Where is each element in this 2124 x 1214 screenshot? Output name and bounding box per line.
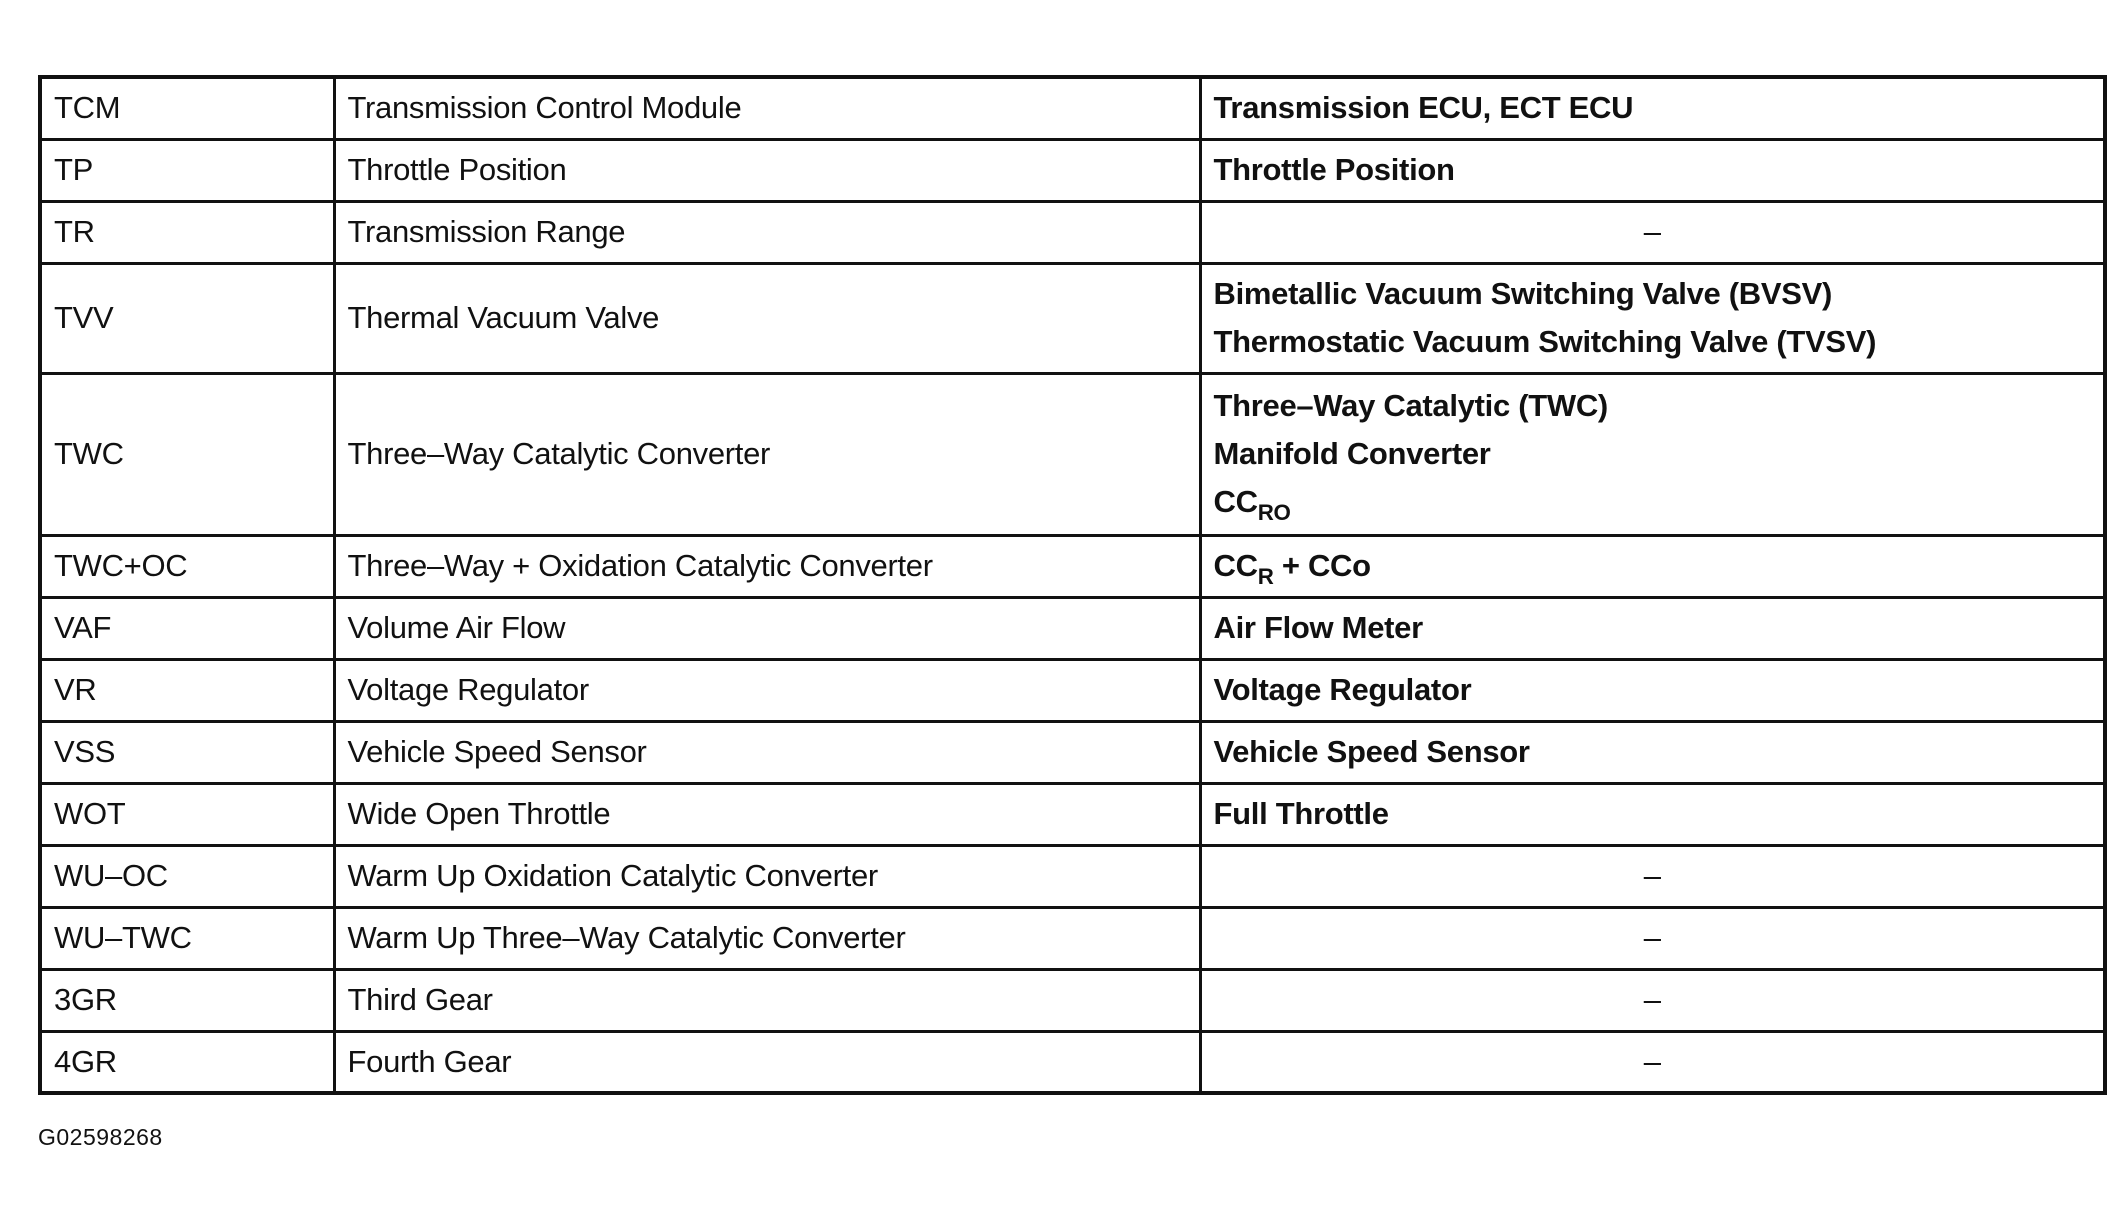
term-cell: Throttle Position	[334, 139, 1200, 201]
table-row	[40, 1031, 2105, 1093]
term-cell: Vehicle Speed Sensor	[334, 721, 1200, 783]
term-cell: Thermal Vacuum Valve	[334, 263, 1200, 373]
previous-term-line	[1214, 976, 2092, 1024]
previous-term-line	[1214, 790, 2092, 838]
abbreviation-cell: VAF	[40, 597, 334, 659]
abbreviation-cell: VR	[40, 659, 334, 721]
table-row	[40, 597, 2105, 659]
abbreviation-table	[38, 75, 2107, 1095]
previous-term-line	[1214, 728, 2092, 776]
previous-term-line	[1214, 430, 2092, 478]
previous-term-line	[1214, 852, 2092, 900]
previous-term-cell	[1200, 201, 2105, 263]
previous-term-text: Air Flow Meter	[1213, 610, 1423, 645]
previous-term-cell	[1200, 969, 2105, 1031]
table-row	[40, 659, 2105, 721]
previous-term-text: Thermostatic Vacuum Switching Valve (TVSV)	[1213, 324, 1877, 359]
term-cell: Fourth Gear	[334, 1031, 1200, 1093]
previous-term-text: –	[1643, 214, 1661, 249]
abbreviation-cell: TR	[40, 201, 334, 263]
previous-term-text: CC	[1213, 548, 1258, 583]
abbreviation-cell: TVV	[40, 263, 334, 373]
previous-term-text: Throttle Position	[1213, 152, 1455, 187]
previous-term-text: Full Throttle	[1213, 796, 1389, 831]
previous-term-line	[1214, 604, 2092, 652]
term-cell: Warm Up Oxidation Catalytic Converter	[334, 845, 1200, 907]
abbreviation-cell: WU–OC	[40, 845, 334, 907]
previous-term-text: Voltage Regulator	[1213, 672, 1472, 707]
table-row	[40, 77, 2105, 139]
previous-term-line	[1214, 318, 2092, 366]
previous-term-line	[1214, 914, 2092, 962]
abbreviation-cell: 4GR	[40, 1031, 334, 1093]
previous-term-line	[1214, 270, 2092, 318]
previous-term-line	[1214, 666, 2092, 714]
table-row	[40, 907, 2105, 969]
previous-term-cell	[1200, 373, 2105, 535]
abbreviation-cell: TWC+OC	[40, 535, 334, 597]
previous-term-text: Transmission ECU, ECT ECU	[1213, 90, 1634, 126]
abbreviation-cell: WU–TWC	[40, 907, 334, 969]
previous-term-line	[1214, 146, 2092, 194]
previous-term-text: –	[1643, 920, 1661, 955]
table-row	[40, 201, 2105, 263]
previous-term-line	[1214, 382, 2092, 430]
previous-term-text: CC	[1213, 484, 1258, 519]
abbreviation-cell: 3GR	[40, 969, 334, 1031]
term-cell: Wide Open Throttle	[334, 783, 1200, 845]
subscript-text: RO	[1257, 499, 1291, 525]
previous-term-line	[1214, 1038, 2092, 1086]
previous-term-cell	[1200, 597, 2105, 659]
previous-term-tail: + CCo	[1273, 548, 1371, 583]
previous-term-line	[1214, 84, 2092, 132]
term-cell: Third Gear	[334, 969, 1200, 1031]
previous-term-text: –	[1643, 982, 1661, 1017]
previous-term-line	[1214, 478, 2092, 526]
abbreviation-cell: TP	[40, 139, 334, 201]
previous-term-cell	[1200, 535, 2105, 597]
term-cell: Transmission Control Module	[334, 77, 1200, 139]
term-cell: Voltage Regulator	[334, 659, 1200, 721]
table-row	[40, 535, 2105, 597]
term-cell: Three–Way Catalytic Converter	[334, 373, 1200, 535]
previous-term-line	[1214, 208, 2092, 256]
previous-term-cell	[1200, 659, 2105, 721]
term-cell: Transmission Range	[334, 201, 1200, 263]
table-row	[40, 721, 2105, 783]
abbreviation-cell: TWC	[40, 373, 334, 535]
table-row	[40, 845, 2105, 907]
previous-term-text: Three–Way Catalytic (TWC)	[1213, 388, 1608, 423]
previous-term-cell	[1200, 139, 2105, 201]
table-row	[40, 139, 2105, 201]
previous-term-text: Manifold Converter	[1213, 436, 1491, 471]
previous-term-cell	[1200, 721, 2105, 783]
previous-term-cell	[1200, 845, 2105, 907]
previous-term-text: Vehicle Speed Sensor	[1213, 734, 1530, 769]
previous-term-cell	[1200, 907, 2105, 969]
term-cell: Warm Up Three–Way Catalytic Converter	[334, 907, 1200, 969]
previous-term-cell	[1200, 1031, 2105, 1093]
previous-term-text: –	[1643, 858, 1661, 893]
term-cell: Three–Way + Oxidation Catalytic Converter	[334, 535, 1200, 597]
table-row	[40, 969, 2105, 1031]
previous-term-cell	[1200, 77, 2105, 139]
previous-term-text: Bimetallic Vacuum Switching Valve (BVSV)	[1213, 276, 1833, 311]
previous-term-cell	[1200, 783, 2105, 845]
abbreviation-cell: WOT	[40, 783, 334, 845]
figure-id: G02598268	[38, 1124, 163, 1150]
table-row	[40, 263, 2105, 373]
abbreviation-table-body	[40, 77, 2105, 1093]
previous-term-text: –	[1643, 1043, 1661, 1079]
abbreviation-cell: TCM	[40, 77, 334, 139]
abbreviation-cell: VSS	[40, 721, 334, 783]
subscript-text: R	[1257, 563, 1274, 589]
table-row	[40, 373, 2105, 535]
previous-term-line	[1214, 542, 2092, 590]
previous-term-cell	[1200, 263, 2105, 373]
table-row	[40, 783, 2105, 845]
term-cell: Volume Air Flow	[334, 597, 1200, 659]
